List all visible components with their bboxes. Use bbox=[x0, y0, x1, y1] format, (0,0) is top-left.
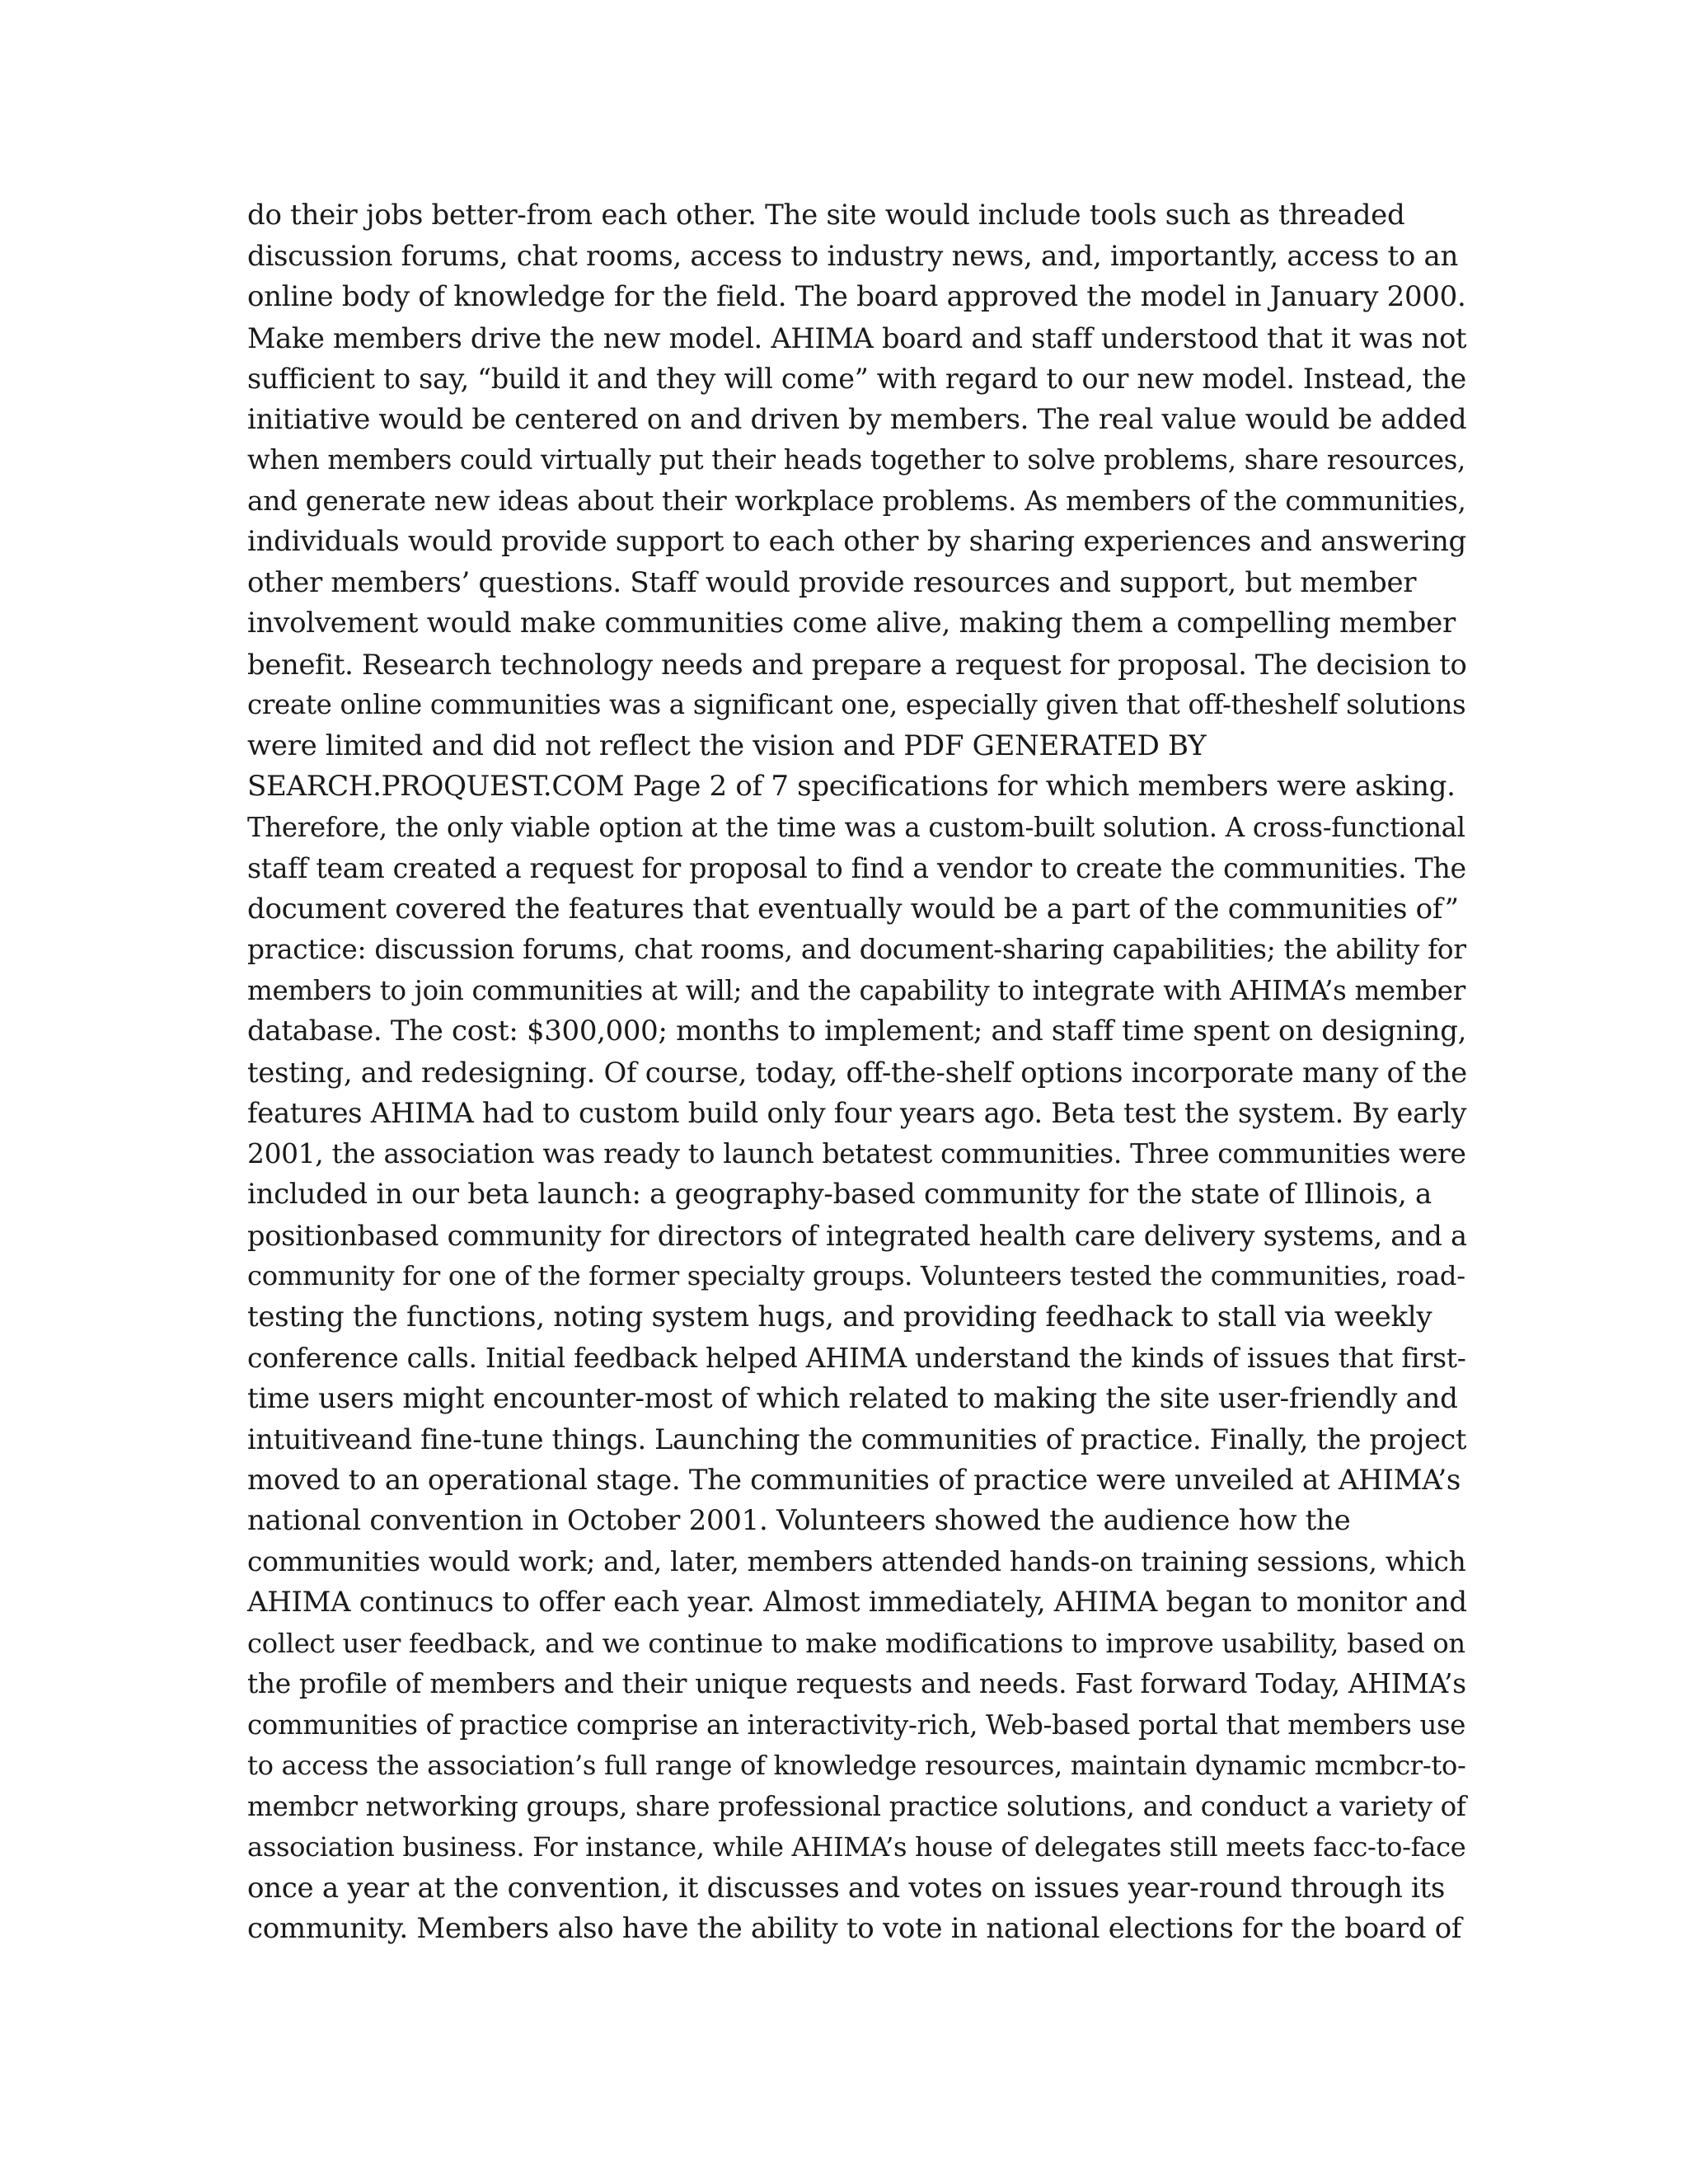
text-line: document covered the features that eventually would be a part of the communities of” bbox=[247, 892, 1459, 926]
text-line: involvement would make communities come alive, making them a compelling member bbox=[247, 607, 1456, 640]
text-line: to access the association’s full range of knowledge resources, maintain dynamic mcmbcr-to- bbox=[247, 1750, 1466, 1781]
text-line: SEARCH.PROQUEST.COM Page 2 of 7 specifications for which members were asking. bbox=[247, 770, 1456, 803]
text-line: individuals would provide support to each other by sharing experiences and answering bbox=[247, 525, 1467, 558]
text-line: were limited and did not reflect the vision and PDF GENERATED BY bbox=[247, 729, 1207, 762]
text-line: sufficient to say, “build it and they will come” with regard to our new model. Instead, the bbox=[247, 363, 1466, 395]
text-line: Therefore, the only viable option at the time was a custom-built solution. A cross-functional bbox=[247, 811, 1465, 843]
text-line: initiative would be centered on and driven by members. The real value would be added bbox=[247, 402, 1467, 436]
text-line: communities would work; and, later, members attended hands-on training sessions, which bbox=[247, 1545, 1466, 1577]
text-line: other members’ questions. Staff would provide resources and support, but member bbox=[247, 565, 1417, 599]
text-line: positionbased community for directors of integrated health care delivery systems, and a bbox=[247, 1219, 1467, 1252]
text-line: national convention in October 2001. Volunteers showed the audience how the bbox=[247, 1504, 1351, 1537]
text-line: online body of knowledge for the field. The board approved the model in January 2000. bbox=[247, 280, 1466, 313]
text-line: features AHIMA had to custom build only four years ago. Beta test the system. By early bbox=[247, 1097, 1467, 1129]
text-line: benefit. Research technology needs and prepare a request for proposal. The decision to bbox=[247, 648, 1467, 681]
text-line: time users might encounter-most of which related to making the site user-friendly and bbox=[247, 1381, 1458, 1415]
text-line: moved to an operational stage. The communities of practice were unveiled at AHIMA’s bbox=[247, 1463, 1461, 1497]
text-line: included in our beta launch: a geography-based community for the state of Illinois, a bbox=[247, 1178, 1432, 1211]
text-line: discussion forums, chat rooms, access to industry news, and, importantly, access to an bbox=[247, 239, 1459, 273]
text-line: once a year at the convention, it discusses and votes on issues year-round through its bbox=[247, 1871, 1446, 1905]
text-line: testing the functions, noting system hugs, and providing feedhack to stall via weekly bbox=[247, 1300, 1432, 1333]
text-line: communities of practice comprise an interactivity-rich, Web-based portal that members use bbox=[247, 1708, 1466, 1741]
text-line: intuitiveand fine-tune things. Launching the communities of practice. Finally, the project bbox=[247, 1423, 1467, 1455]
text-line: staff team created a request for proposal to find a vendor to create the communities. The bbox=[247, 852, 1466, 884]
text-line: when members could virtually put their heads together to solve problems, share resources, bbox=[247, 444, 1466, 476]
text-line: practice: discussion forums, chat rooms, and document-sharing capabilities; the ability for bbox=[247, 934, 1466, 965]
body-text bbox=[247, 195, 1467, 1950]
text-line: community. Members also have the ability to vote in national elections for the board of bbox=[247, 1912, 1462, 1945]
text-line: and generate new ideas about their workplace problems. As members of the communities, bbox=[247, 485, 1466, 517]
text-line: community for one of the former specialty groups. Volunteers tested the communities, road- bbox=[247, 1260, 1465, 1291]
text-line: create online communities was a significant one, especially given that off-theshelf solutions bbox=[247, 689, 1466, 720]
text-line: membcr networking groups, share professional practice solutions, and conduct a variety of bbox=[247, 1790, 1466, 1822]
text-line: AHIMA continucs to offer each year. Almost immediately, AHIMA began to monitor and bbox=[247, 1586, 1467, 1619]
text-line: testing, and redesigning. Of course, today, off-the-shelf options incorporate many of the bbox=[247, 1056, 1467, 1089]
text-line: collect user feedback, and we continue to make modifications to improve usability, based on bbox=[247, 1627, 1465, 1659]
text-line: database. The cost: $300,000; months to implement; and staff time spent on designing, bbox=[247, 1015, 1467, 1047]
text-line: 2001, the association was ready to launch betatest communities. Three communities were bbox=[247, 1137, 1466, 1169]
text-line: members to join communities at will; and the capability to integrate with AHIMA’s member bbox=[247, 974, 1465, 1006]
text-line: Make members drive the new model. AHIMA board and staff understood that it was not bbox=[247, 321, 1467, 354]
text-line: do their jobs better-from each other. The site would include tools such as threaded bbox=[247, 199, 1405, 232]
text-line: conference calls. Initial feedback helped AHIMA understand the kinds of issues that first- bbox=[247, 1342, 1466, 1374]
text-line: association business. For instance, while AHIMA’s house of delegates still meets facc-to-face bbox=[247, 1831, 1466, 1863]
text-line: the profile of members and their unique requests and needs. Fast forward Today, AHIMA’s bbox=[247, 1668, 1466, 1699]
